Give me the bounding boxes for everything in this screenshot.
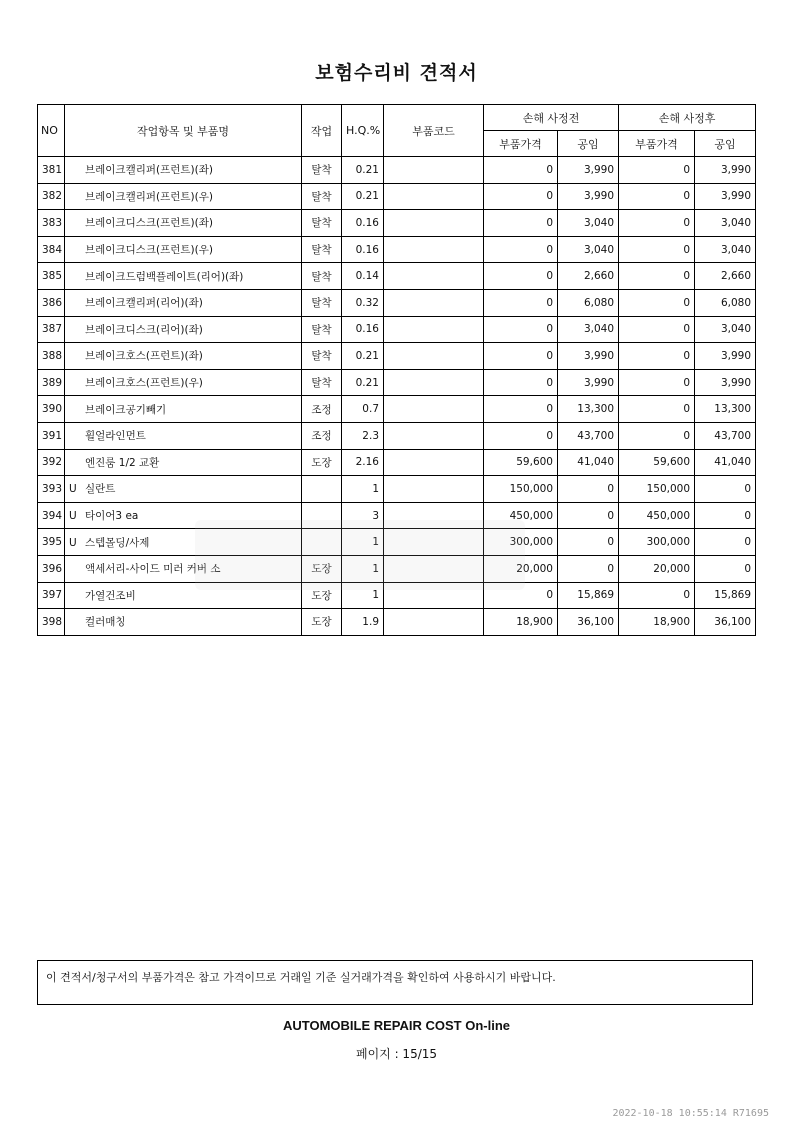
print-timestamp: 2022-10-18 10:55:14 R71695 (612, 1108, 769, 1119)
row-hq: 0.7 (342, 396, 384, 423)
table-row (38, 316, 756, 343)
row-item-cell (65, 555, 302, 582)
row-no: 395 (38, 529, 65, 556)
row-part-code (384, 210, 484, 237)
row-item-name: 브레이크캘리퍼(프런트)(우) (85, 190, 213, 203)
row-before-labor: 36,100 (558, 609, 619, 636)
row-after-part-price: 300,000 (619, 529, 695, 556)
row-item-cell (65, 476, 302, 503)
row-hq: 0.16 (342, 316, 384, 343)
row-after-labor: 3,990 (695, 369, 756, 396)
row-item-name: 휠얼라인먼트 (85, 430, 146, 443)
row-before-part-price: 0 (484, 183, 558, 210)
row-before-labor: 2,660 (558, 263, 619, 290)
row-before-labor: 0 (558, 502, 619, 529)
row-item-cell (65, 449, 302, 476)
row-after-labor: 3,040 (695, 316, 756, 343)
header-after-labor: 공임 (695, 131, 756, 157)
row-before-part-price: 0 (484, 210, 558, 237)
row-item-cell (65, 609, 302, 636)
row-after-part-price: 0 (619, 263, 695, 290)
table-row (38, 183, 756, 210)
row-item-name: 브레이크호스(프런트)(우) (85, 377, 203, 390)
row-item-cell (65, 343, 302, 370)
row-after-labor: 36,100 (695, 609, 756, 636)
row-item-cell (65, 422, 302, 449)
table-row (38, 289, 756, 316)
row-before-part-price: 0 (484, 157, 558, 184)
estimate-table (37, 104, 756, 636)
table-row (38, 555, 756, 582)
table-row (38, 236, 756, 263)
row-part-code (384, 422, 484, 449)
row-hq: 1 (342, 529, 384, 556)
row-no: 394 (38, 502, 65, 529)
row-work (302, 502, 342, 529)
row-item-name: 브레이크드럼백플레이트(리어)(좌) (85, 270, 244, 283)
row-no: 393 (38, 476, 65, 503)
table-row (38, 210, 756, 237)
row-hq: 3 (342, 502, 384, 529)
row-no: 381 (38, 157, 65, 184)
table-row (38, 343, 756, 370)
row-after-part-price: 0 (619, 582, 695, 609)
row-item-name: 실란트 (85, 483, 116, 496)
row-item-cell (65, 210, 302, 237)
row-flag: U (69, 536, 77, 549)
row-part-code (384, 582, 484, 609)
row-before-labor: 43,700 (558, 422, 619, 449)
row-before-part-price: 0 (484, 582, 558, 609)
row-flag: U (69, 510, 77, 523)
row-work: 탈착 (302, 343, 342, 370)
row-after-part-price: 0 (619, 396, 695, 423)
row-after-part-price: 18,900 (619, 609, 695, 636)
row-after-part-price: 0 (619, 343, 695, 370)
row-no: 391 (38, 422, 65, 449)
row-part-code (384, 236, 484, 263)
row-before-part-price: 0 (484, 263, 558, 290)
table-row (38, 369, 756, 396)
row-before-labor: 3,990 (558, 343, 619, 370)
row-item-name: 컬러매칭 (85, 616, 126, 629)
row-item-name: 브레이크디스크(프런트)(우) (85, 244, 213, 257)
header-code: 부품코드 (384, 105, 484, 157)
row-part-code (384, 609, 484, 636)
row-work: 탈착 (302, 263, 342, 290)
row-work: 탈착 (302, 183, 342, 210)
row-work: 탈착 (302, 236, 342, 263)
table-row (38, 449, 756, 476)
row-before-labor: 0 (558, 476, 619, 503)
row-item-name: 스텝몰딩/사제 (85, 536, 150, 549)
row-after-part-price: 0 (619, 157, 695, 184)
disclaimer-note: 이 견적서/청구서의 부품가격은 참고 가격이므로 거래일 기준 실거래가격을 확인하여 사용하시기 바랍니다. (37, 960, 753, 1005)
row-no: 396 (38, 555, 65, 582)
row-item-name: 브레이크캘리퍼(프런트)(좌) (85, 164, 213, 177)
row-item-name: 브레이크디스크(리어)(좌) (85, 323, 203, 336)
row-no: 388 (38, 343, 65, 370)
table-row (38, 529, 756, 556)
row-part-code (384, 529, 484, 556)
row-hq: 1 (342, 582, 384, 609)
row-after-labor: 2,660 (695, 263, 756, 290)
row-item-name: 브레이크디스크(프런트)(좌) (85, 217, 213, 230)
row-after-labor: 0 (695, 555, 756, 582)
row-work: 도장 (302, 582, 342, 609)
row-before-part-price: 0 (484, 369, 558, 396)
row-item-cell (65, 529, 302, 556)
header-after-adjustment: 손해 사정후 (619, 105, 756, 131)
row-item-cell (65, 582, 302, 609)
table-header (38, 105, 756, 157)
row-hq: 0.32 (342, 289, 384, 316)
row-item-name: 엔진룸 1/2 교환 (85, 456, 160, 469)
row-hq: 1 (342, 555, 384, 582)
header-before-adjustment: 손해 사정전 (484, 105, 619, 131)
row-before-labor: 13,300 (558, 396, 619, 423)
row-after-part-price: 0 (619, 289, 695, 316)
row-part-code (384, 502, 484, 529)
row-after-part-price: 0 (619, 422, 695, 449)
header-no: NO (38, 105, 65, 157)
row-after-labor: 0 (695, 529, 756, 556)
row-hq: 0.21 (342, 157, 384, 184)
row-hq: 2.3 (342, 422, 384, 449)
row-item-cell (65, 369, 302, 396)
row-before-labor: 3,990 (558, 157, 619, 184)
row-before-part-price: 0 (484, 343, 558, 370)
row-work: 조정 (302, 422, 342, 449)
row-after-labor: 0 (695, 476, 756, 503)
row-item-name: 타이어3 ea (85, 510, 139, 523)
row-work: 도장 (302, 555, 342, 582)
row-before-part-price: 18,900 (484, 609, 558, 636)
row-after-labor: 3,990 (695, 343, 756, 370)
row-after-labor: 0 (695, 502, 756, 529)
row-work: 도장 (302, 609, 342, 636)
table-row (38, 609, 756, 636)
row-part-code (384, 183, 484, 210)
row-after-labor: 3,990 (695, 183, 756, 210)
row-item-name: 브레이크공기빼기 (85, 403, 167, 416)
row-after-labor: 15,869 (695, 582, 756, 609)
header-hq: H.Q.% (342, 105, 384, 157)
row-before-labor: 3,040 (558, 210, 619, 237)
row-no: 397 (38, 582, 65, 609)
row-item-cell (65, 289, 302, 316)
header-after-part-price: 부품가격 (619, 131, 695, 157)
row-no: 387 (38, 316, 65, 343)
row-before-labor: 3,990 (558, 369, 619, 396)
row-hq: 1 (342, 476, 384, 503)
row-after-part-price: 150,000 (619, 476, 695, 503)
row-after-labor: 43,700 (695, 422, 756, 449)
row-after-labor: 3,990 (695, 157, 756, 184)
row-before-part-price: 0 (484, 396, 558, 423)
row-item-name: 브레이크호스(프런트)(좌) (85, 350, 203, 363)
document-title: 보험수리비 견적서 (315, 62, 478, 84)
row-item-name: 액세서리-사이드 미러 커버 소 (85, 563, 221, 576)
row-before-labor: 6,080 (558, 289, 619, 316)
header-before-labor: 공임 (558, 131, 619, 157)
table-row (38, 476, 756, 503)
row-no: 390 (38, 396, 65, 423)
row-item-cell (65, 263, 302, 290)
table-row (38, 396, 756, 423)
page-number: 페이지 : 15/15 (355, 1047, 438, 1061)
table-row (38, 502, 756, 529)
row-before-labor: 3,040 (558, 316, 619, 343)
row-before-labor: 3,040 (558, 236, 619, 263)
row-after-labor: 3,040 (695, 236, 756, 263)
row-after-part-price: 450,000 (619, 502, 695, 529)
row-hq: 0.16 (342, 236, 384, 263)
row-hq: 1.9 (342, 609, 384, 636)
row-item-cell (65, 396, 302, 423)
row-hq: 0.21 (342, 369, 384, 396)
row-after-part-price: 0 (619, 210, 695, 237)
row-before-part-price: 59,600 (484, 449, 558, 476)
row-part-code (384, 369, 484, 396)
row-part-code (384, 449, 484, 476)
row-item-name: 가열건조비 (85, 589, 136, 602)
row-after-labor: 41,040 (695, 449, 756, 476)
row-work: 도장 (302, 449, 342, 476)
row-before-labor: 3,990 (558, 183, 619, 210)
row-work (302, 476, 342, 503)
row-item-cell (65, 316, 302, 343)
row-before-labor: 41,040 (558, 449, 619, 476)
row-part-code (384, 316, 484, 343)
row-item-name: 브레이크캘리퍼(리어)(좌) (85, 297, 203, 310)
row-before-part-price: 0 (484, 289, 558, 316)
row-before-part-price: 0 (484, 316, 558, 343)
row-hq: 2.16 (342, 449, 384, 476)
row-before-labor: 0 (558, 555, 619, 582)
row-work: 탈착 (302, 369, 342, 396)
row-before-labor: 15,869 (558, 582, 619, 609)
brand-footer: AUTOMOBILE REPAIR COST On-line (282, 1018, 511, 1033)
header-before-part-price: 부품가격 (484, 131, 558, 157)
row-no: 382 (38, 183, 65, 210)
row-hq: 0.21 (342, 343, 384, 370)
row-part-code (384, 157, 484, 184)
row-before-labor: 0 (558, 529, 619, 556)
row-after-part-price: 0 (619, 316, 695, 343)
table-row (38, 157, 756, 184)
row-before-part-price: 0 (484, 422, 558, 449)
row-hq: 0.14 (342, 263, 384, 290)
row-before-part-price: 150,000 (484, 476, 558, 503)
row-no: 385 (38, 263, 65, 290)
header-work: 작업 (302, 105, 342, 157)
row-no: 386 (38, 289, 65, 316)
row-work: 탈착 (302, 210, 342, 237)
table-row (38, 422, 756, 449)
row-hq: 0.16 (342, 210, 384, 237)
row-before-part-price: 0 (484, 236, 558, 263)
row-after-part-price: 0 (619, 183, 695, 210)
row-part-code (384, 396, 484, 423)
row-item-cell (65, 183, 302, 210)
row-part-code (384, 476, 484, 503)
row-after-part-price: 0 (619, 236, 695, 263)
row-after-part-price: 20,000 (619, 555, 695, 582)
table-row (38, 263, 756, 290)
row-part-code (384, 263, 484, 290)
row-after-part-price: 59,600 (619, 449, 695, 476)
row-part-code (384, 343, 484, 370)
row-hq: 0.21 (342, 183, 384, 210)
row-work: 탈착 (302, 157, 342, 184)
row-no: 384 (38, 236, 65, 263)
row-before-part-price: 20,000 (484, 555, 558, 582)
row-after-labor: 6,080 (695, 289, 756, 316)
row-part-code (384, 289, 484, 316)
row-work: 탈착 (302, 289, 342, 316)
row-part-code (384, 555, 484, 582)
row-flag: U (69, 483, 77, 496)
row-before-part-price: 450,000 (484, 502, 558, 529)
row-work: 조정 (302, 396, 342, 423)
row-after-part-price: 0 (619, 369, 695, 396)
table-row (38, 582, 756, 609)
row-item-cell (65, 236, 302, 263)
row-work: 탈착 (302, 316, 342, 343)
row-after-labor: 3,040 (695, 210, 756, 237)
row-item-cell (65, 502, 302, 529)
row-before-part-price: 300,000 (484, 529, 558, 556)
row-no: 383 (38, 210, 65, 237)
table-body (38, 157, 756, 636)
row-after-labor: 13,300 (695, 396, 756, 423)
row-no: 398 (38, 609, 65, 636)
row-no: 389 (38, 369, 65, 396)
row-item-cell (65, 157, 302, 184)
header-item: 작업항목 및 부품명 (65, 105, 302, 157)
row-no: 392 (38, 449, 65, 476)
row-work (302, 529, 342, 556)
